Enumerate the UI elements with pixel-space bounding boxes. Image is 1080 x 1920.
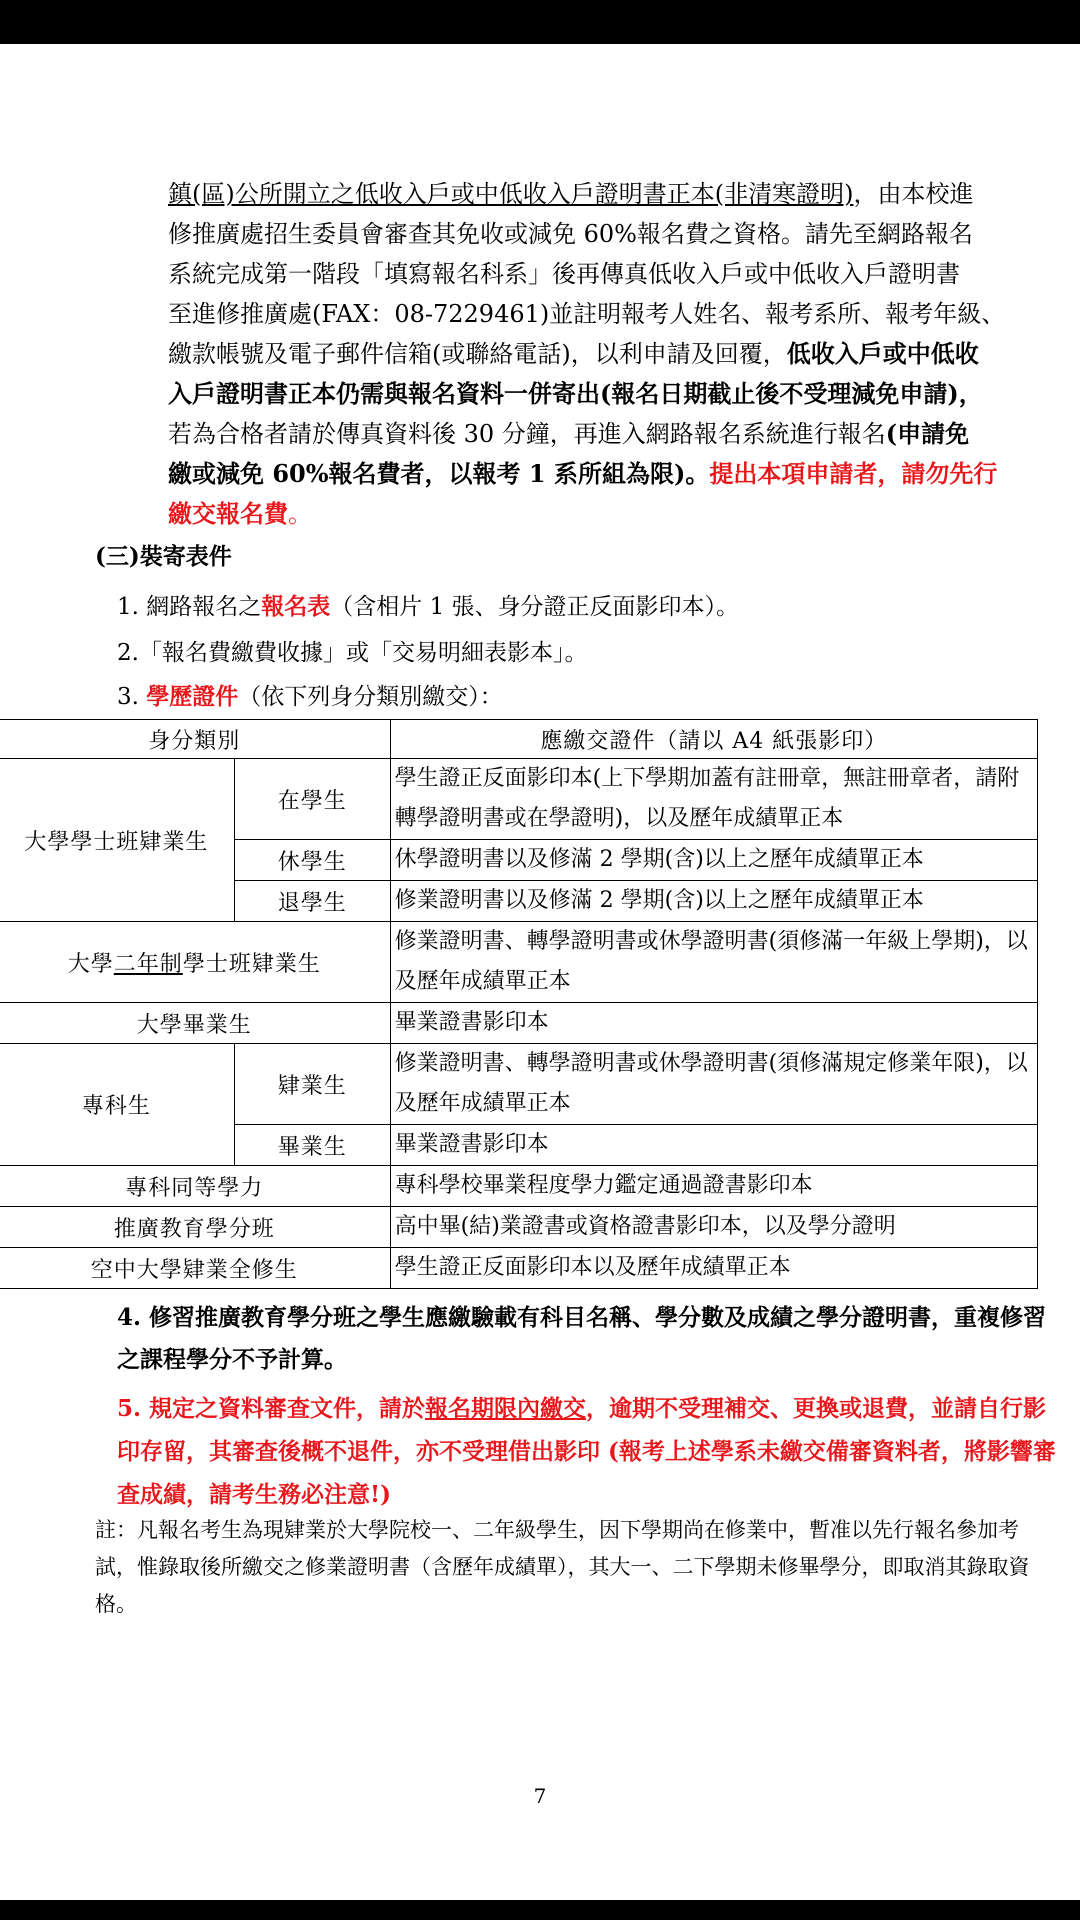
- subcategory-cell: 畢業生: [234, 1125, 390, 1166]
- list-item-2: 2.「報名費繳費收據」或「交易明細表影本」。: [117, 640, 588, 666]
- table-row: [0, 1248, 1038, 1289]
- category-cell: 大學畢業生: [0, 1003, 390, 1044]
- subcategory-cell: 肄業生: [234, 1044, 390, 1125]
- list-item-1: [117, 588, 739, 621]
- list-item-3: [117, 678, 503, 711]
- document-page: [0, 44, 1080, 1900]
- requirement-cell: 休學證明書以及修滿 2 學期(含)以上之歷年成績單正本: [390, 840, 1037, 881]
- requirement-cell: 修業證明書、轉學證明書或休學證明書(須修滿一年級上學期)，以及歷年成績單正本: [390, 922, 1037, 1003]
- list-item-5: [117, 1387, 1057, 1516]
- requirement-cell: 專科學校畢業程度學力鑑定通過證書影印本: [390, 1166, 1037, 1207]
- para-line: 修推廣處招生委員會審查其免收或減免 60%報名費之資格。請先至網路報名: [168, 220, 973, 248]
- section-title: (三)裝寄表件: [95, 543, 232, 570]
- requirement-cell: 高中畢(結)業證書或資格證書影印本，以及學分證明: [390, 1207, 1037, 1248]
- header-cell: 應繳交證件（請以 A4 紙張影印）: [390, 720, 1037, 759]
- category-cell: [0, 922, 390, 1003]
- para-text: 若為合格者請於傳真資料後 30 分鐘，再進入網路報名系統進行報名: [168, 420, 886, 448]
- bold-text: 低收入戶或中低收: [786, 339, 979, 368]
- requirement-cell: 學生證正反面影印本以及歷年成績單正本: [390, 1248, 1037, 1289]
- list-text: （含相片 1 張、身分證正反面影印本）。: [330, 594, 740, 620]
- cell-text: 大學: [67, 951, 114, 977]
- red-text: 5. 規定之資料審查文件，請於: [117, 1395, 426, 1422]
- certificate-text: 鎮(區)公所開立之低收入戶或中低收入戶證明書正本(非清寒證明): [168, 180, 854, 208]
- subcategory-cell: 退學生: [234, 881, 390, 922]
- para-text: 。: [288, 500, 312, 528]
- subcategory-cell: 在學生: [234, 759, 390, 840]
- fee-waiver-paragraph: [168, 174, 1048, 534]
- category-cell: 空中大學肄業全修生: [0, 1248, 390, 1289]
- list-text: 1. 網路報名之: [117, 594, 262, 620]
- table-row: [0, 922, 1038, 1003]
- bold-text: 繳或減免 60%報名費者，以報考 1 系所組為限)。: [168, 459, 710, 488]
- footnote: 註：凡報名考生為現肄業於大學院校一、二年級學生，因下學期尚在修業中，暫准以先行報名參加考試，惟錄取後所繳交之修業證明書（含歷年成績單），其大一、二下學期未修畢學分，即取消其錄取資格。: [95, 1518, 1030, 1616]
- table-row: [0, 1207, 1038, 1248]
- para-text: 繳款帳號及電子郵件信箱(或聯絡電話)，以利申請及回覆，: [168, 340, 787, 368]
- category-cell: 專科同等學力: [0, 1166, 390, 1207]
- top-black-bar: [0, 0, 1080, 44]
- red-text: ，逾期不受理補交、更換或退費，並請自行影印存留，其審查後概不退件，亦不受理借出影印 (報考上述學系未繳交備審資料者，將影響審查成績，請考生務必注意!): [117, 1395, 1056, 1508]
- red-warning-text: 繳交報名費: [168, 499, 288, 528]
- page-number: 7: [533, 1784, 547, 1808]
- category-cell: 大學學士班肄業生: [0, 759, 234, 922]
- bold-text: (申請免: [885, 419, 970, 448]
- table-row: [0, 759, 1038, 840]
- bold-line: 入戶證明書正本仍需與報名資料一併寄出(報名日期截止後不受理減免申請)，: [168, 379, 983, 408]
- table-header-row: [0, 720, 1038, 759]
- cell-text: 學士班肄業生: [182, 951, 321, 977]
- table-row: [0, 1166, 1038, 1207]
- requirement-cell: 修業證明書、轉學證明書或休學證明書(須修滿規定修業年限)，以及歷年成績單正本: [390, 1044, 1037, 1125]
- documents-table: [0, 719, 1038, 1289]
- requirement-cell: 畢業證書影印本: [390, 1125, 1037, 1166]
- list-item-4: 4. 修習推廣教育學分班之學生應繳驗載有科目名稱、學分數及成績之學分證明書，重複修習之課程學分不予計算。: [117, 1304, 1047, 1373]
- header-cell: 身分類別: [0, 720, 390, 759]
- category-cell: 推廣教育學分班: [0, 1207, 390, 1248]
- requirement-cell: 修業證明書以及修滿 2 學期(含)以上之歷年成績單正本: [390, 881, 1037, 922]
- list-text: （依下列身分類別繳交）：: [238, 684, 503, 710]
- para-line: 系統完成第一階段「填寫報名科系」後再傳真低收入戶或中低收入戶證明書: [168, 260, 960, 288]
- table-row: [0, 1044, 1038, 1125]
- para-text: ，由本校進: [853, 180, 974, 208]
- list-text: 3.: [117, 684, 147, 710]
- subcategory-cell: 休學生: [234, 840, 390, 881]
- requirement-cell: 學生證正反面影印本(上下學期加蓋有註冊章，無註冊章者，請附轉學證明書或在學證明)，以及歷年成績單正本: [390, 759, 1037, 840]
- table-row: [0, 1003, 1038, 1044]
- red-warning-text: 提出本項申請者，請勿先行: [709, 459, 998, 488]
- red-keyword: 報名表: [261, 593, 331, 620]
- para-line: 至進修推廣處(FAX：08-7229461)並註明報考人姓名、報考系所、報考年級、: [168, 300, 1006, 328]
- red-keyword: 學歷證件: [146, 683, 239, 710]
- requirement-cell: 畢業證書影印本: [390, 1003, 1037, 1044]
- underlined-text: 二年制: [113, 951, 183, 977]
- category-cell: 專科生: [0, 1044, 234, 1166]
- underlined-red-text: 報名期限內繳交: [425, 1395, 587, 1422]
